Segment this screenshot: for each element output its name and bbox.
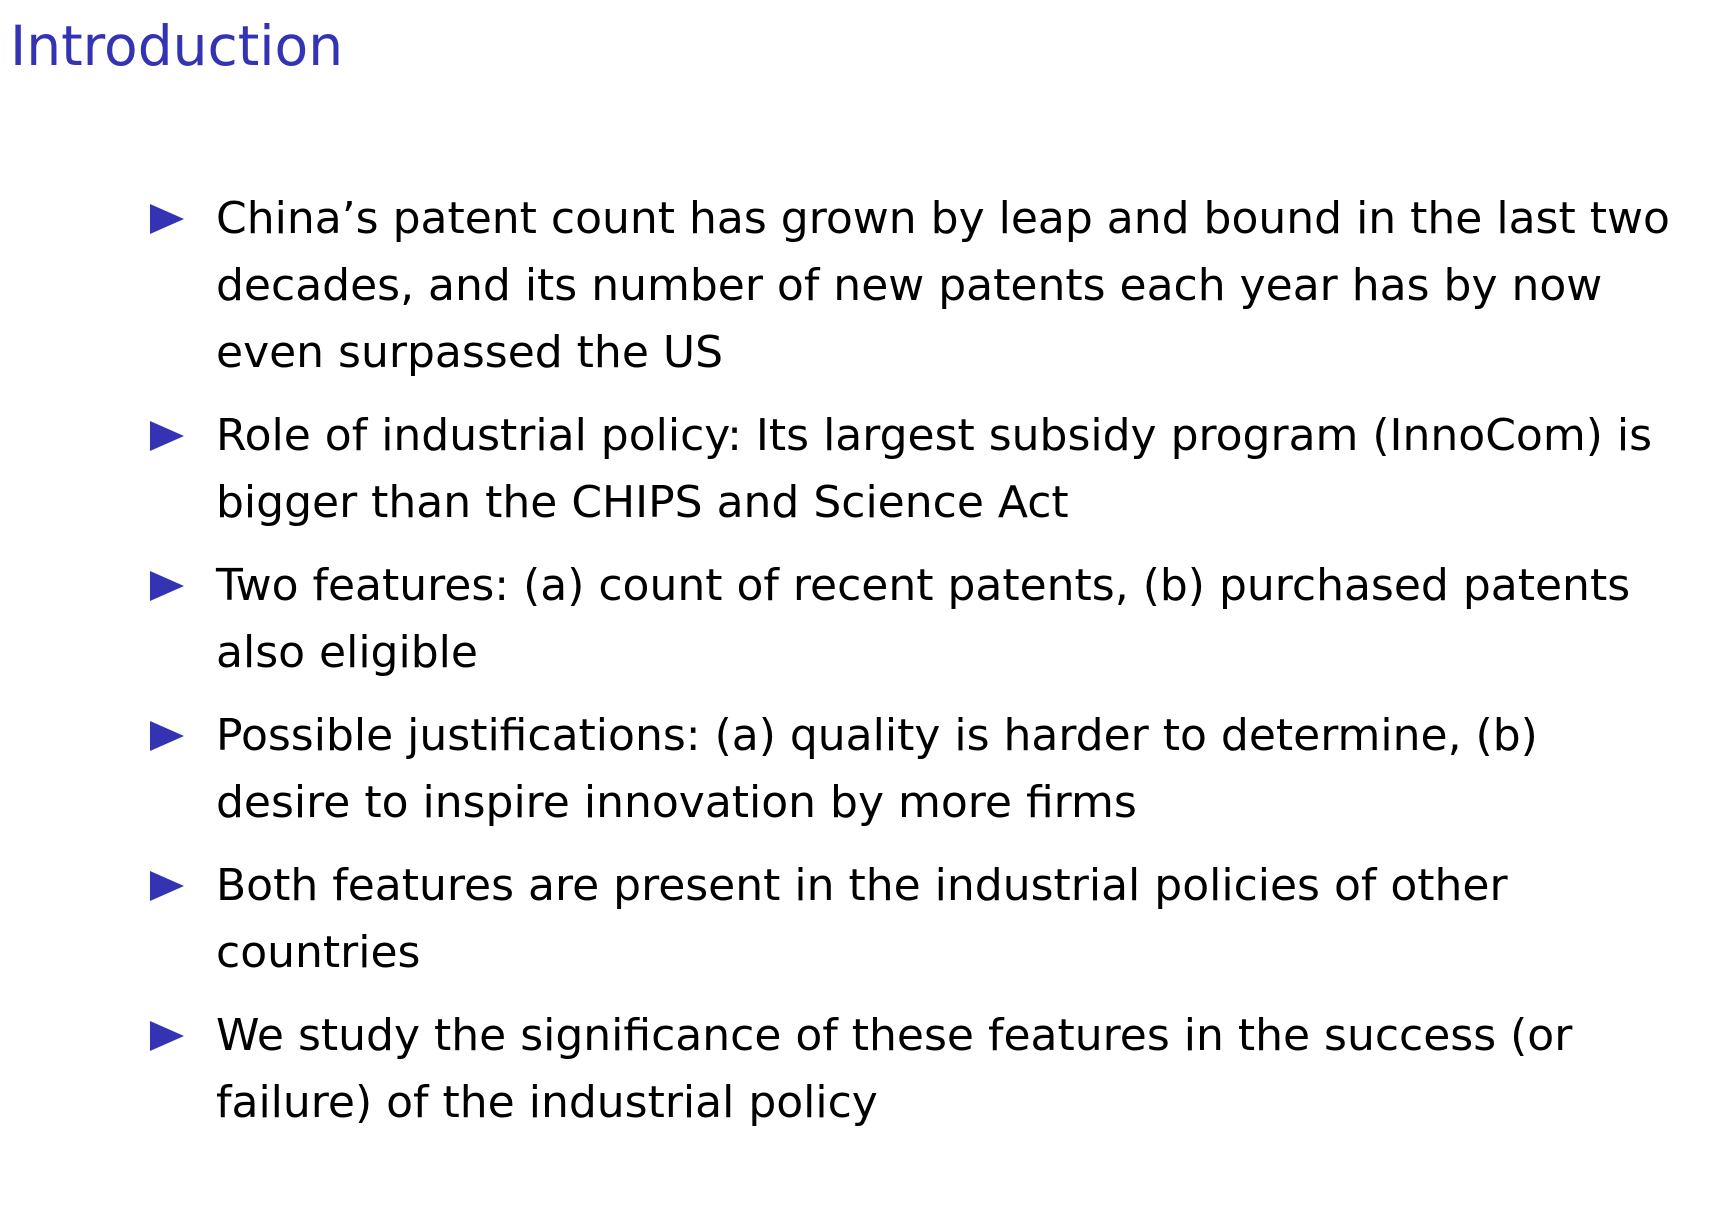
bullet-text: Two features: (a) count of recent patents, (b) purchased patents also eligible	[216, 560, 1631, 678]
bullet-item	[150, 402, 1670, 536]
bullet-text: We study the significance of these features in the success (or failure) of the industrial policy	[216, 1010, 1573, 1128]
slide-title: Introduction	[10, 14, 344, 78]
bullet-item	[150, 1002, 1670, 1136]
bullet-item	[150, 185, 1670, 386]
triangle-right-icon	[150, 852, 216, 919]
bullet-item	[150, 852, 1670, 986]
bullet-text: Both features are present in the industrial policies of other countries	[216, 860, 1508, 978]
triangle-right-icon	[150, 702, 216, 769]
bullet-text: China’s patent count has grown by leap and bound in the last two decades, and its number of new patents each year has by now even surpassed the US	[216, 193, 1670, 378]
bullet-item	[150, 702, 1670, 836]
bullet-list	[150, 185, 1670, 1152]
bullet-text: Possible justifications: (a) quality is harder to determine, (b) desire to inspire innovation by more firms	[216, 710, 1538, 828]
bullet-text: Role of industrial policy: Its largest subsidy program (InnoCom) is bigger than the CHIPS and Science Act	[216, 410, 1653, 528]
triangle-right-icon	[150, 185, 216, 252]
triangle-right-icon	[150, 1002, 216, 1069]
triangle-right-icon	[150, 402, 216, 469]
triangle-right-icon	[150, 552, 216, 619]
bullet-item	[150, 552, 1670, 686]
